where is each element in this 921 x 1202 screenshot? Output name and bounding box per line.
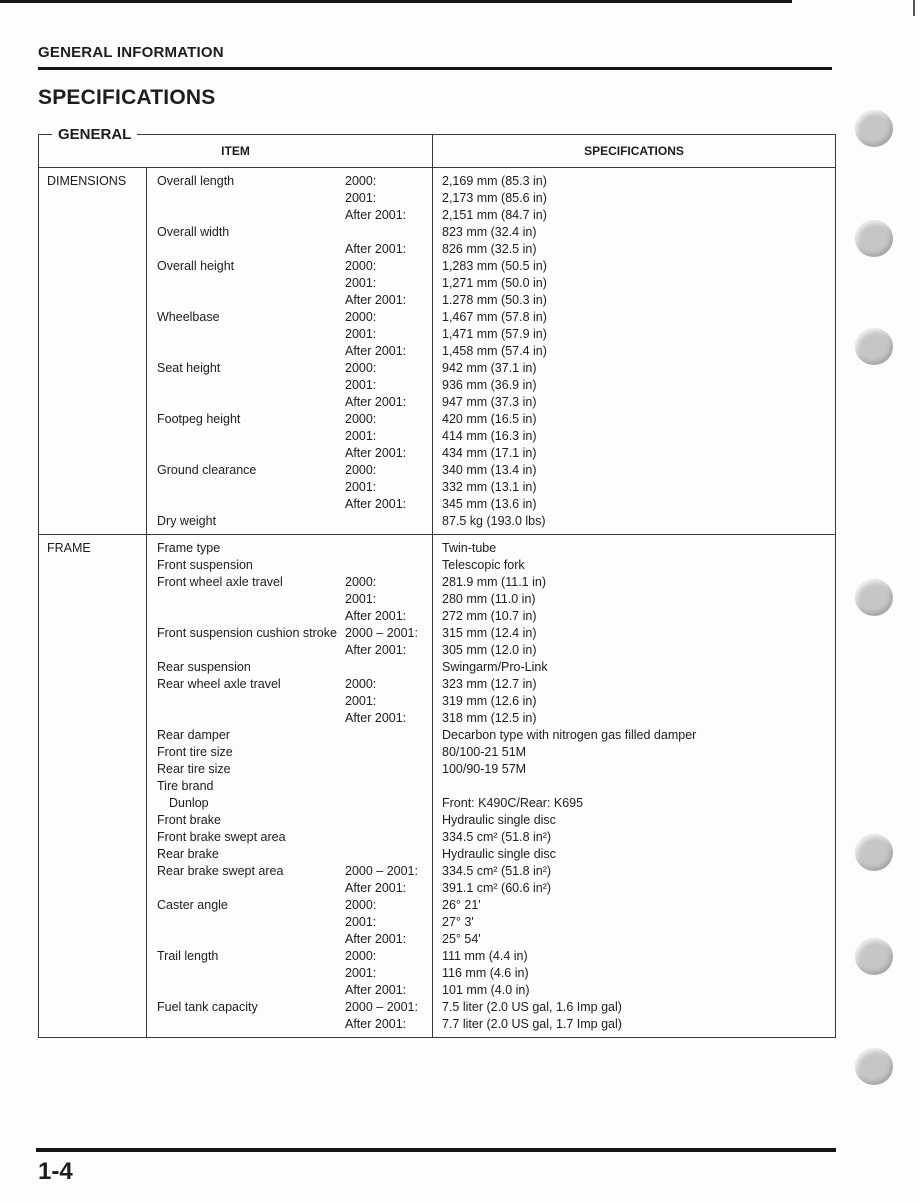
table-row xyxy=(147,496,835,513)
variant-label: After 2001: xyxy=(345,208,407,222)
column-header-item: ITEM xyxy=(39,135,433,167)
item-cell xyxy=(147,394,433,411)
item-label xyxy=(157,445,345,462)
variant-label: 2000 – 2001: xyxy=(345,864,418,878)
item-label xyxy=(157,190,345,207)
table-row xyxy=(147,999,835,1016)
item-cell xyxy=(147,761,433,778)
item-cell xyxy=(147,224,433,241)
variant-label: 2000: xyxy=(345,259,377,273)
variant-label: 2001: xyxy=(345,592,377,606)
spec-value: Decarbon type with nitrogen gas filled damper xyxy=(442,728,697,742)
table-row xyxy=(147,540,835,557)
item-label: Frame type xyxy=(157,541,221,555)
spec-value: 334.5 cm² (51.8 in²) xyxy=(442,830,552,844)
table-row xyxy=(147,591,835,608)
table-row xyxy=(147,445,835,462)
variant-label xyxy=(345,557,433,574)
table-row xyxy=(147,846,835,863)
variant-label: 2000: xyxy=(345,361,377,375)
spec-value: 281.9 mm (11.1 in) xyxy=(442,575,546,589)
spec-value: 2,173 mm (85.6 in) xyxy=(442,191,547,205)
spec-value: 101 mm (4.0 in) xyxy=(442,983,530,997)
spec-value: 345 mm (13.6 in) xyxy=(442,497,537,511)
item-cell xyxy=(147,676,433,693)
variant-label: 2001: xyxy=(345,694,377,708)
item-cell xyxy=(147,462,433,479)
variant-label: 2001: xyxy=(345,378,377,392)
group-column-divider xyxy=(146,168,147,1037)
variant-label xyxy=(345,846,433,863)
page-content xyxy=(38,44,836,1038)
table-group-frame xyxy=(39,534,835,1037)
item-cell xyxy=(147,659,433,676)
item-cell xyxy=(147,540,433,557)
variant-label: 2000: xyxy=(345,174,377,188)
item-label: Wheelbase xyxy=(157,310,220,324)
variant-label xyxy=(345,744,433,761)
spec-value: 414 mm (16.3 in) xyxy=(442,429,537,443)
item-label: Rear tire size xyxy=(157,762,231,776)
table-row xyxy=(147,710,835,727)
variant-label: After 2001: xyxy=(345,643,407,657)
table-row xyxy=(147,292,835,309)
item-label: Ground clearance xyxy=(157,463,257,477)
table-row xyxy=(147,394,835,411)
item-cell xyxy=(147,914,433,931)
item-cell xyxy=(147,479,433,496)
variant-label: 2001: xyxy=(345,480,377,494)
table-row xyxy=(147,812,835,829)
spec-value: Hydraulic single disc xyxy=(442,847,556,861)
spec-value: Telescopic fork xyxy=(442,558,525,572)
table-row xyxy=(147,829,835,846)
table-row xyxy=(147,965,835,982)
binder-hole xyxy=(855,110,893,147)
item-label xyxy=(157,880,345,897)
table-row xyxy=(147,863,835,880)
spec-value: Swingarm/Pro-Link xyxy=(442,660,548,674)
item-label: Dunlop xyxy=(169,796,209,810)
spec-value: 332 mm (13.1 in) xyxy=(442,480,537,494)
item-cell xyxy=(147,411,433,428)
item-cell xyxy=(147,496,433,513)
general-spec-table xyxy=(38,126,836,1038)
spec-value: 1,458 mm (57.4 in) xyxy=(442,344,547,358)
variant-label xyxy=(345,513,433,530)
table-row xyxy=(147,479,835,496)
variant-label: 2001: xyxy=(345,915,377,929)
item-cell xyxy=(147,897,433,914)
item-label xyxy=(157,275,345,292)
group-label: DIMENSIONS xyxy=(47,174,127,188)
item-cell xyxy=(147,292,433,309)
item-cell xyxy=(147,591,433,608)
table-row xyxy=(147,513,835,530)
table-row xyxy=(147,948,835,965)
table-row xyxy=(147,411,835,428)
item-label: Rear wheel axle travel xyxy=(157,677,281,691)
table-row xyxy=(147,360,835,377)
item-spec-divider xyxy=(432,168,433,1037)
spec-value: 1,283 mm (50.5 in) xyxy=(442,259,547,273)
binder-hole xyxy=(855,1048,893,1085)
variant-label: After 2001: xyxy=(345,983,407,997)
item-label xyxy=(157,394,345,411)
table-row xyxy=(147,982,835,999)
spec-value: 7.7 liter (2.0 US gal, 1.7 Imp gal) xyxy=(442,1017,622,1031)
item-label xyxy=(157,343,345,360)
table-row xyxy=(147,173,835,190)
table-row xyxy=(147,275,835,292)
item-cell xyxy=(147,377,433,394)
spec-value: 420 mm (16.5 in) xyxy=(442,412,537,426)
spec-value: 1,471 mm (57.9 in) xyxy=(442,327,547,341)
table-row xyxy=(147,642,835,659)
variant-label: After 2001: xyxy=(345,497,407,511)
item-cell xyxy=(147,999,433,1016)
variant-label: After 2001: xyxy=(345,932,407,946)
variant-label: 2000 – 2001: xyxy=(345,626,418,640)
spec-value: 87.5 kg (193.0 lbs) xyxy=(442,514,546,528)
table-row xyxy=(147,462,835,479)
table-row xyxy=(147,659,835,676)
table-row xyxy=(147,897,835,914)
item-label xyxy=(157,377,345,394)
variant-label: After 2001: xyxy=(345,609,407,623)
spec-value: 319 mm (12.6 in) xyxy=(442,694,537,708)
variant-label xyxy=(345,829,433,846)
variant-label: 2000 – 2001: xyxy=(345,1000,418,1014)
spec-value: 823 mm (32.4 in) xyxy=(442,225,537,239)
variant-label: 2000: xyxy=(345,949,377,963)
variant-label xyxy=(345,812,433,829)
spec-value: 323 mm (12.7 in) xyxy=(442,677,537,691)
item-label xyxy=(157,496,345,513)
item-cell xyxy=(147,965,433,982)
variant-label: 2000: xyxy=(345,677,377,691)
item-cell xyxy=(147,846,433,863)
spec-value: 272 mm (10.7 in) xyxy=(442,609,537,623)
item-label xyxy=(157,1016,345,1033)
item-cell xyxy=(147,829,433,846)
page-edge-mark xyxy=(913,0,915,16)
spec-value: 25° 54' xyxy=(442,932,481,946)
table-group-dimensions xyxy=(39,168,835,534)
variant-label: After 2001: xyxy=(345,711,407,725)
footer-rule xyxy=(36,1148,836,1152)
table-row xyxy=(147,676,835,693)
item-cell xyxy=(147,608,433,625)
variant-label xyxy=(345,778,433,795)
spec-value: 936 mm (36.9 in) xyxy=(442,378,537,392)
table-body xyxy=(39,168,835,1037)
table-row xyxy=(147,574,835,591)
table-row xyxy=(147,931,835,948)
binder-hole xyxy=(855,220,893,257)
item-cell xyxy=(147,343,433,360)
item-label: Caster angle xyxy=(157,898,228,912)
spec-value: Hydraulic single disc xyxy=(442,813,556,827)
spec-value: 27° 3' xyxy=(442,915,474,929)
variant-label: 2001: xyxy=(345,327,377,341)
variant-label: After 2001: xyxy=(345,242,407,256)
binder-hole xyxy=(855,328,893,365)
table-row xyxy=(147,693,835,710)
table-row xyxy=(147,207,835,224)
item-cell xyxy=(147,880,433,897)
item-label xyxy=(157,710,345,727)
item-label: Front brake xyxy=(157,813,221,827)
variant-label: 2000: xyxy=(345,463,377,477)
item-cell xyxy=(147,625,433,642)
table-row xyxy=(147,258,835,275)
page-number: 1-4 xyxy=(38,1158,73,1185)
item-label xyxy=(157,642,345,659)
group-rows xyxy=(147,535,835,1037)
table-row xyxy=(147,880,835,897)
spec-value: Front: K490C/Rear: K695 xyxy=(442,796,584,810)
item-cell xyxy=(147,173,433,190)
spec-value: 111 mm (4.4 in) xyxy=(442,949,528,963)
item-label: Tire brand xyxy=(157,779,214,793)
table-row xyxy=(147,190,835,207)
variant-label: 2001: xyxy=(345,191,377,205)
spec-value: 305 mm (12.0 in) xyxy=(442,643,537,657)
item-label: Footpeg height xyxy=(157,412,241,426)
variant-label xyxy=(345,659,433,676)
item-label xyxy=(157,982,345,999)
item-label: Overall width xyxy=(157,225,230,239)
table-row xyxy=(147,608,835,625)
table-row xyxy=(147,761,835,778)
spec-value: 1.278 mm (50.3 in) xyxy=(442,293,547,307)
table-row xyxy=(147,343,835,360)
table-row xyxy=(147,778,835,795)
item-label xyxy=(157,428,345,445)
item-cell xyxy=(147,863,433,880)
table-row xyxy=(147,557,835,574)
spec-value: Twin-tube xyxy=(442,541,497,555)
spec-value: 280 mm (11.0 in) xyxy=(442,592,536,606)
item-label: Seat height xyxy=(157,361,221,375)
spec-value: 318 mm (12.5 in) xyxy=(442,711,537,725)
item-cell xyxy=(147,190,433,207)
spec-value: 26° 21' xyxy=(442,898,481,912)
spec-value: 391.1 cm² (60.6 in²) xyxy=(442,881,552,895)
spec-value: 116 mm (4.6 in) xyxy=(442,966,529,980)
item-cell xyxy=(147,513,433,530)
item-label: Trail length xyxy=(157,949,219,963)
item-label: Overall height xyxy=(157,259,235,273)
spec-value: 315 mm (12.4 in) xyxy=(442,626,537,640)
spec-value xyxy=(433,778,835,795)
table-row xyxy=(147,428,835,445)
spec-value: 340 mm (13.4 in) xyxy=(442,463,537,477)
table-row xyxy=(147,309,835,326)
group-label: FRAME xyxy=(47,541,91,555)
item-cell xyxy=(147,982,433,999)
spec-value: 1,467 mm (57.8 in) xyxy=(442,310,547,324)
variant-label: 2001: xyxy=(345,966,377,980)
item-label: Front suspension xyxy=(157,558,253,572)
item-label: Rear suspension xyxy=(157,660,251,674)
binder-hole xyxy=(855,938,893,975)
variant-label: 2001: xyxy=(345,276,377,290)
item-label xyxy=(157,965,345,982)
item-cell xyxy=(147,1016,433,1033)
item-cell xyxy=(147,309,433,326)
variant-label xyxy=(345,727,433,744)
spec-value: 2,169 mm (85.3 in) xyxy=(442,174,547,188)
item-cell xyxy=(147,642,433,659)
item-label xyxy=(157,292,345,309)
binder-hole xyxy=(855,834,893,871)
table-row xyxy=(147,625,835,642)
item-label: Dry weight xyxy=(157,514,217,528)
item-cell xyxy=(147,258,433,275)
item-label: Front suspension cushion stroke xyxy=(157,626,337,640)
table-header-row xyxy=(39,135,835,168)
table-row xyxy=(147,224,835,241)
spec-value: 334.5 cm² (51.8 in²) xyxy=(442,864,552,878)
table-row xyxy=(147,326,835,343)
item-cell xyxy=(147,931,433,948)
item-label xyxy=(157,591,345,608)
item-label: Overall length xyxy=(157,174,235,188)
item-cell xyxy=(147,445,433,462)
item-label xyxy=(157,914,345,931)
spec-value: 100/90-19 57M xyxy=(442,762,527,776)
item-label xyxy=(157,207,345,224)
section-header: GENERAL INFORMATION xyxy=(38,44,224,61)
variant-label: 2001: xyxy=(345,429,377,443)
table-row xyxy=(147,241,835,258)
item-label xyxy=(157,608,345,625)
variant-label xyxy=(345,795,433,812)
table-row xyxy=(147,377,835,394)
item-cell xyxy=(147,574,433,591)
variant-label: 2000: xyxy=(345,412,377,426)
variant-label: 2000: xyxy=(345,575,377,589)
variant-label: After 2001: xyxy=(345,293,407,307)
variant-label: 2000: xyxy=(345,310,377,324)
variant-label: After 2001: xyxy=(345,446,407,460)
page-top-edge xyxy=(0,0,792,3)
binder-hole xyxy=(855,579,893,616)
item-cell xyxy=(147,360,433,377)
item-cell xyxy=(147,948,433,965)
table-row xyxy=(147,914,835,931)
item-label xyxy=(157,479,345,496)
item-label: Rear brake swept area xyxy=(157,864,284,878)
spec-value: 1,271 mm (50.0 in) xyxy=(442,276,547,290)
item-label: Front brake swept area xyxy=(157,830,286,844)
item-label xyxy=(157,241,345,258)
spec-value: 947 mm (37.3 in) xyxy=(442,395,537,409)
item-cell xyxy=(147,744,433,761)
item-label: Fuel tank capacity xyxy=(157,1000,258,1014)
item-label xyxy=(157,931,345,948)
table-row xyxy=(147,795,835,812)
spec-value: 7.5 liter (2.0 US gal, 1.6 Imp gal) xyxy=(442,1000,622,1014)
item-cell xyxy=(147,727,433,744)
variant-label xyxy=(345,540,433,557)
item-cell xyxy=(147,795,433,812)
item-label: Rear damper xyxy=(157,728,230,742)
item-cell xyxy=(147,241,433,258)
item-cell xyxy=(147,326,433,343)
item-cell xyxy=(147,557,433,574)
item-label: Front tire size xyxy=(157,745,233,759)
variant-label: After 2001: xyxy=(345,395,407,409)
spec-value: 2,151 mm (84.7 in) xyxy=(442,208,547,222)
spec-value: 942 mm (37.1 in) xyxy=(442,361,537,375)
spec-value: 80/100-21 51M xyxy=(442,745,527,759)
spec-value: 826 mm (32.5 in) xyxy=(442,242,537,256)
variant-label xyxy=(345,224,433,241)
variant-label: After 2001: xyxy=(345,344,407,358)
item-cell xyxy=(147,275,433,292)
variant-label: After 2001: xyxy=(345,1017,407,1031)
variant-label: After 2001: xyxy=(345,881,407,895)
table-row xyxy=(147,727,835,744)
item-cell xyxy=(147,778,433,795)
table-label: GENERAL xyxy=(52,126,137,143)
variant-label xyxy=(345,761,433,778)
item-label: Front wheel axle travel xyxy=(157,575,283,589)
section-header-rule xyxy=(38,67,832,70)
variant-label: 2000: xyxy=(345,898,377,912)
table-row xyxy=(147,744,835,761)
item-label xyxy=(157,326,345,343)
page-title: SPECIFICATIONS xyxy=(38,86,216,109)
table-row xyxy=(147,1016,835,1033)
column-header-specifications: SPECIFICATIONS xyxy=(584,144,684,158)
item-cell xyxy=(147,812,433,829)
spec-value: 434 mm (17.1 in) xyxy=(442,446,537,460)
group-rows xyxy=(147,168,835,534)
item-label: Rear brake xyxy=(157,847,219,861)
item-cell xyxy=(147,207,433,224)
item-label xyxy=(157,693,345,710)
item-cell xyxy=(147,710,433,727)
item-cell xyxy=(147,428,433,445)
item-cell xyxy=(147,693,433,710)
